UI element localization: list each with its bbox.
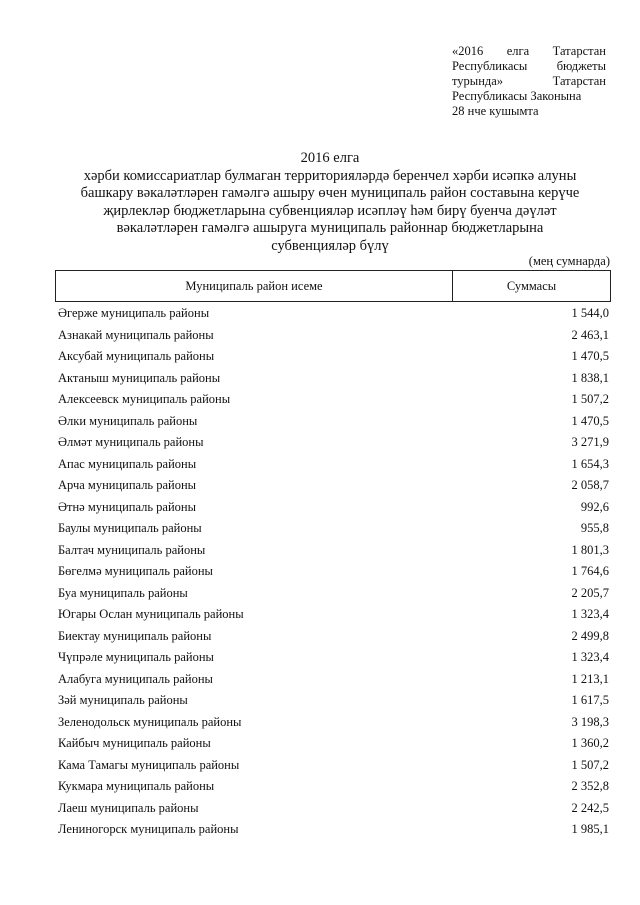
appendix-line-3: [452, 74, 606, 89]
district-sum: 1 801,3: [571, 542, 609, 557]
district-name: Бөгелмә муниципаль районы: [58, 564, 213, 579]
district-sum: 1 654,3: [571, 456, 609, 471]
district-sum: 2 463,1: [571, 327, 609, 342]
district-name: Чүпрәле муниципаль районы: [58, 650, 214, 665]
table-row: [58, 454, 611, 476]
district-name: Лениногорск муниципаль районы: [58, 822, 239, 837]
table-row: [58, 626, 611, 648]
units-label: (мең сумнарда): [528, 254, 610, 268]
district-name: Аксубай муниципаль районы: [58, 349, 215, 364]
column-header-sum: Суммасы: [506, 278, 557, 293]
district-sum: 2 352,8: [571, 779, 609, 794]
appendix-word: бюджеты: [556, 59, 606, 73]
district-sum: 3 271,9: [571, 435, 609, 450]
district-name: Зеленодольск муниципаль районы: [58, 714, 242, 729]
district-name: Зәй муниципаль районы: [58, 693, 188, 708]
table-row: [58, 411, 611, 433]
document-title: [40, 150, 620, 255]
table-row: [58, 733, 611, 755]
table-row: [58, 475, 611, 497]
appendix-word: «2016: [452, 44, 484, 58]
table-row: [58, 325, 611, 347]
table-row: [58, 389, 611, 411]
table-row: [58, 497, 611, 519]
district-sum: 2 499,8: [571, 628, 609, 643]
title-line: вәкаләтләрен гамәлгә ашыруга муниципаль районнар бюджетларына: [116, 220, 544, 236]
district-sum: 955,8: [580, 521, 609, 536]
district-sum: 2 205,7: [571, 585, 609, 600]
district-sum: 1 470,5: [571, 349, 609, 364]
district-sum: 1 213,1: [571, 671, 609, 686]
table-row: [58, 518, 611, 540]
district-sum: 1 507,2: [571, 757, 609, 772]
table-row: [58, 583, 611, 605]
district-name: Алексеевск муниципаль районы: [58, 392, 231, 407]
district-name: Әгерже муниципаль районы: [58, 306, 210, 321]
appendix-line-4: Республикасы Законына: [452, 89, 582, 103]
title-year: 2016 елга: [300, 150, 360, 166]
district-sum: 1 360,2: [571, 736, 609, 751]
table-row: [58, 669, 611, 691]
district-sum: 1 544,0: [571, 306, 609, 321]
table-row: [58, 690, 611, 712]
district-name: Балтач муниципаль районы: [58, 542, 206, 557]
column-header-name: Муниципаль район исеме: [56, 271, 453, 301]
appendix-word: Татарстан: [552, 44, 606, 58]
district-name: Әтнә муниципаль районы: [58, 499, 197, 514]
appendix-line-2: [452, 59, 606, 74]
district-sum: 2 058,7: [571, 478, 609, 493]
district-name: Апас муниципаль районы: [58, 456, 197, 471]
district-name: Кама Тамагы муниципаль районы: [58, 757, 240, 772]
appendix-word: турында»: [452, 74, 504, 88]
table-row: [58, 712, 611, 734]
district-name: Баулы муниципаль районы: [58, 521, 202, 536]
appendix-line-1: [452, 44, 606, 59]
table-row: [58, 540, 611, 562]
district-sum: 992,6: [580, 499, 609, 514]
table-row: [58, 368, 611, 390]
district-sum: 2 242,5: [571, 800, 609, 815]
district-name: Актаныш муниципаль районы: [58, 370, 221, 385]
appendix-word: елга: [506, 44, 530, 58]
table-row: [58, 798, 611, 820]
title-line: субвенцияләр бүлү: [271, 237, 389, 254]
table-row: [58, 647, 611, 669]
district-name: Әлки муниципаль районы: [58, 413, 198, 428]
district-sum: 1 617,5: [571, 693, 609, 708]
district-name: Азнакай муниципаль районы: [58, 327, 214, 342]
district-sum: 1 985,1: [571, 822, 609, 837]
district-name: Биектау муниципаль районы: [58, 628, 212, 643]
table-row: [58, 303, 611, 325]
title-line: хәрби комиссариатлар булмаган территорияләрдә беренчел хәрби исәпкә алуны: [83, 167, 577, 184]
district-name: Лаеш муниципаль районы: [58, 800, 199, 815]
district-sum: 1 838,1: [571, 370, 609, 385]
table-body: [58, 303, 611, 841]
district-sum: 1 470,5: [571, 413, 609, 428]
table-header: [55, 270, 611, 302]
district-sum: 1 507,2: [571, 392, 609, 407]
appendix-word: Татарстан: [552, 74, 606, 88]
district-name: Буа муниципаль районы: [58, 585, 188, 600]
appendix-line-5: 28 нче кушымта: [452, 104, 539, 118]
appendix-note: [452, 44, 606, 119]
table-row: [58, 776, 611, 798]
district-name: Арча муниципаль районы: [58, 478, 197, 493]
district-name: Әлмәт муниципаль районы: [58, 435, 204, 450]
district-name: Алабуга муниципаль районы: [58, 671, 213, 686]
title-line: башкару вәкаләтләрен гамәлгә ашыру өчен муниципаль район составына керүче: [80, 185, 580, 201]
district-name: Югары Ослан муниципаль районы: [58, 607, 244, 622]
table-row: [58, 819, 611, 841]
district-name: Кайбыч муниципаль районы: [58, 736, 211, 751]
district-sum: 3 198,3: [571, 714, 609, 729]
table-row: [58, 561, 611, 583]
appendix-word: Республикасы: [452, 59, 528, 73]
table-row: [58, 432, 611, 454]
title-line: җирлекләр бюджетларына субвенцияләр исәпләү һәм бирү буенча дәүләт: [103, 202, 557, 219]
table-row: [58, 604, 611, 626]
district-sum: 1 323,4: [571, 607, 609, 622]
district-sum: 1 323,4: [571, 650, 609, 665]
district-name: Кукмара муниципаль районы: [58, 779, 215, 794]
district-sum: 1 764,6: [571, 564, 609, 579]
table-row: [58, 755, 611, 777]
table-row: [58, 346, 611, 368]
